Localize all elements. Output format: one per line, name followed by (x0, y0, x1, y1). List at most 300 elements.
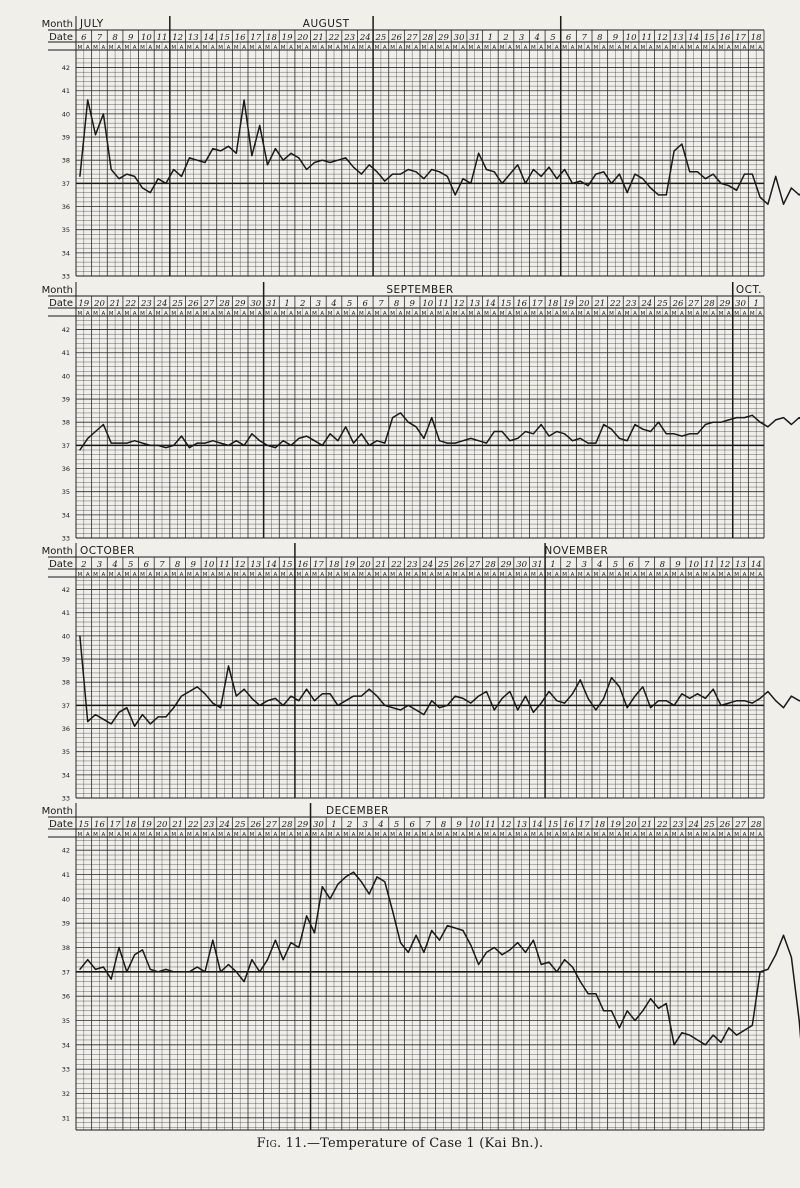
temperature-point (580, 679, 581, 680)
temperature-point (619, 174, 620, 175)
temperature-point (580, 180, 581, 181)
am-tick-label: M (515, 311, 521, 317)
pm-tick-label: A (164, 45, 168, 51)
date-tick-label: 22 (125, 299, 137, 309)
am-tick-label: M (77, 45, 83, 51)
date-tick-label: 10 (688, 560, 700, 570)
temperature-point (369, 164, 370, 165)
pm-tick-label: A (164, 311, 168, 317)
temperature-point (197, 442, 198, 443)
temperature-point (658, 194, 659, 195)
month-label: AUGUST (302, 18, 350, 30)
date-tick-label: 21 (641, 820, 653, 830)
pm-tick-label: A (664, 832, 669, 838)
pm-tick-label: A (367, 311, 372, 317)
temperature-point (283, 440, 284, 441)
temperature-point (275, 698, 276, 699)
pm-tick-label: A (117, 832, 121, 838)
temperature-point (298, 947, 299, 948)
temperature-point (267, 959, 268, 960)
pm-tick-label: A (117, 311, 121, 317)
temperature-point (423, 438, 424, 439)
date-tick-label: 6 (143, 560, 150, 570)
temperature-point (103, 719, 104, 720)
pm-tick-label: A (711, 311, 716, 317)
date-tick-label: 16 (516, 299, 528, 309)
date-tick-label: 12 (453, 299, 465, 309)
date-tick-label: 23 (140, 299, 152, 309)
am-tick-label: M (93, 45, 98, 51)
temperature-point (533, 712, 534, 713)
pm-tick-label: A (304, 832, 309, 838)
figure-caption (0, 1136, 800, 1151)
pm-tick-label: A (132, 832, 137, 838)
temperature-point (634, 424, 635, 425)
temperature-point (697, 693, 698, 694)
temperature-point (767, 969, 768, 970)
pm-tick-label: A (132, 45, 137, 51)
pm-tick-label: A (257, 45, 262, 51)
am-tick-label: M (734, 45, 740, 51)
am-tick-label: M (374, 832, 380, 838)
date-tick-label: 19 (140, 820, 152, 830)
date-tick-label: 18 (547, 299, 559, 309)
figure-label: Fig. 11. (256, 1136, 307, 1151)
am-tick-label: M (624, 311, 630, 317)
date-tick-label: 14 (688, 33, 700, 43)
pm-tick-label: A (148, 572, 153, 578)
date-tick-label: 15 (547, 820, 559, 830)
pm-tick-label: A (132, 572, 137, 578)
temperature-point (369, 893, 370, 894)
date-tick-label: 11 (641, 33, 653, 43)
pm-tick-label: A (601, 45, 606, 51)
temperature-point (595, 174, 596, 175)
temperature-point (376, 876, 377, 877)
temperature-point (376, 696, 377, 697)
y-tick-label: 33 (61, 534, 70, 543)
temperature-point (283, 705, 284, 706)
pm-tick-label: A (570, 45, 575, 51)
am-tick-label: M (577, 832, 583, 838)
y-tick-label: 40 (61, 632, 70, 641)
date-tick-label: 6 (362, 299, 368, 309)
date-tick-label: 13 (250, 560, 262, 570)
temperature-point (775, 176, 776, 177)
pm-tick-label: A (742, 311, 747, 317)
date-tick-label: 9 (190, 560, 196, 570)
date-tick-label: 28 (750, 820, 762, 830)
date-tick-label: 25 (172, 299, 184, 309)
temperature-point (400, 942, 401, 943)
am-tick-label: M (124, 311, 130, 317)
temperature-point (783, 935, 784, 936)
pm-tick-label: A (164, 832, 168, 838)
temperature-point (564, 169, 565, 170)
temperature-point (392, 417, 393, 418)
am-tick-label: M (546, 572, 552, 578)
temperature-point (369, 445, 370, 446)
am-tick-label: M (390, 45, 396, 51)
date-tick-label: 8 (597, 33, 603, 43)
date-tick-label: 23 (344, 33, 356, 43)
am-tick-label: M (249, 572, 255, 578)
temperature-point (705, 1044, 706, 1045)
temperature-point (775, 954, 776, 955)
temperature-point (329, 162, 330, 163)
date-tick-label: 20 (297, 33, 309, 43)
temperature-point (134, 954, 135, 955)
temperature-point (408, 169, 409, 170)
am-tick-label: M (108, 311, 114, 317)
date-tick-label: 19 (563, 299, 574, 309)
temperature-point (681, 436, 682, 437)
date-tick-label: 7 (425, 820, 431, 830)
pm-tick-label: A (648, 572, 653, 578)
date-tick-label: 21 (312, 33, 324, 43)
date-tick-label: 28 (484, 560, 496, 570)
date-tick-label: 24 (641, 299, 653, 309)
date-tick-label: 18 (750, 33, 762, 43)
temperature-point (353, 442, 354, 443)
date-tick-label: 3 (362, 820, 368, 830)
temperature-point (142, 442, 143, 443)
date-tick-label: 12 (172, 33, 184, 43)
date-tick-label: 16 (94, 820, 105, 830)
temperature-point (705, 424, 706, 425)
temperature-point (259, 125, 260, 126)
date-tick-label: 2 (503, 33, 509, 43)
temperature-series-line (80, 636, 800, 726)
temperature-point (189, 157, 190, 158)
pm-tick-label: A (445, 832, 450, 838)
temperature-point (658, 700, 659, 701)
am-tick-label: M (562, 45, 568, 51)
date-tick-label: 9 (128, 33, 134, 43)
temperature-point (384, 180, 385, 181)
temperature-point (259, 971, 260, 972)
pm-tick-label: A (648, 45, 653, 51)
temperature-point (181, 176, 182, 177)
temperature-point (650, 707, 651, 708)
am-tick-label: M (546, 832, 552, 838)
pm-tick-label: A (336, 572, 340, 578)
temperature-point (384, 705, 385, 706)
date-tick-label: 11 (156, 33, 168, 43)
date-tick-label: 23 (406, 560, 418, 570)
am-tick-label: M (452, 832, 458, 838)
temperature-point (603, 424, 604, 425)
pm-tick-label: A (461, 832, 465, 838)
date-tick-label: 19 (344, 560, 356, 570)
y-tick-label: 38 (61, 944, 70, 952)
pm-tick-label: A (445, 45, 450, 51)
pm-tick-label: A (476, 311, 481, 317)
temperature-point (681, 143, 682, 144)
y-tick-label: 39 (61, 133, 70, 142)
temperature-point (517, 164, 518, 165)
pm-tick-label: A (85, 45, 90, 51)
date-tick-label: 24 (359, 33, 371, 43)
am-tick-label: M (452, 45, 458, 51)
temperature-point (611, 677, 612, 678)
am-tick-label: M (155, 45, 161, 51)
date-tick-label: 25 (656, 299, 668, 309)
temperature-point (150, 723, 151, 724)
date-tick-label: 27 (688, 299, 700, 309)
am-tick-label: M (171, 45, 177, 51)
temperature-point (705, 178, 706, 179)
pm-tick-label: A (414, 832, 418, 838)
temperature-point (228, 665, 229, 666)
pm-tick-label: A (648, 311, 653, 317)
am-tick-label: M (140, 311, 145, 317)
date-tick-label: 22 (187, 820, 199, 830)
pm-tick-label: A (257, 311, 262, 317)
pm-tick-label: A (758, 45, 762, 51)
pm-tick-label: A (242, 832, 246, 838)
am-tick-label: M (296, 45, 302, 51)
temperature-point (415, 935, 416, 936)
pm-tick-label: A (445, 572, 450, 578)
temperature-point (462, 178, 463, 179)
am-tick-label: M (186, 45, 192, 51)
temperature-point (95, 969, 96, 970)
date-tick-label: 15 (281, 560, 293, 570)
date-tick-label: 9 (409, 299, 415, 309)
am-tick-label: M (77, 572, 83, 578)
temperature-point (267, 700, 268, 701)
temperature-point (494, 431, 495, 432)
am-tick-label: M (484, 311, 489, 317)
am-tick-label: M (233, 832, 239, 838)
pm-tick-label: A (289, 572, 293, 578)
temperature-point (783, 707, 784, 708)
temperature-point (337, 884, 338, 885)
pm-tick-label: A (633, 572, 637, 578)
am-tick-label: M (593, 572, 599, 578)
y-tick-label: 37 (61, 179, 70, 188)
temperature-point (689, 433, 690, 434)
temperature-point (744, 417, 745, 418)
temperature-point (650, 431, 651, 432)
temperature-point (713, 422, 714, 423)
am-tick-label: M (249, 832, 255, 838)
temperature-point (767, 691, 768, 692)
temperature-point (587, 185, 588, 186)
am-tick-label: M (202, 832, 208, 838)
am-tick-label: M (530, 572, 536, 578)
temperature-point (243, 981, 244, 982)
date-tick-label: 7 (96, 33, 103, 43)
temperature-point (525, 183, 526, 184)
temperature-point (752, 702, 753, 703)
y-tick-label: 36 (61, 992, 70, 1001)
am-tick-label: M (452, 311, 458, 317)
temperature-point (79, 176, 80, 177)
date-tick-label: 16 (297, 560, 309, 570)
date-tick-label: 26 (672, 299, 684, 309)
temperature-point (181, 436, 182, 437)
am-tick-label: M (155, 832, 161, 838)
date-tick-label: 2 (346, 820, 353, 830)
pm-tick-label: A (351, 832, 356, 838)
temperature-point (650, 998, 651, 999)
temperature-point (306, 689, 307, 690)
y-tick-label: 36 (61, 203, 70, 212)
am-tick-label: M (640, 832, 646, 838)
temperature-point (736, 417, 737, 418)
temperature-point (713, 174, 714, 175)
temperature-point (689, 1035, 690, 1036)
y-tick-label: 34 (61, 249, 70, 258)
am-tick-label: M (656, 311, 661, 317)
temperature-point (157, 178, 158, 179)
date-tick-label: 17 (250, 33, 262, 43)
am-tick-label: M (499, 572, 505, 578)
temperature-point (337, 160, 338, 161)
temperature-point (322, 886, 323, 887)
temperature-point (611, 183, 612, 184)
date-tick-label: 13 (469, 299, 481, 309)
am-tick-label: M (437, 832, 442, 838)
pm-tick-label: A (429, 311, 434, 317)
temperature-point (744, 1030, 745, 1031)
date-tick-label: 8 (440, 820, 447, 830)
temperature-point (759, 422, 760, 423)
pm-tick-label: A (320, 45, 325, 51)
am-tick-label: M (327, 311, 333, 317)
temperature-point (134, 176, 135, 177)
pm-tick-label: A (680, 45, 684, 51)
temperature-point (627, 1010, 628, 1011)
am-tick-label: M (749, 572, 755, 578)
y-tick-label: 36 (61, 725, 70, 734)
temperature-point (556, 431, 557, 432)
date-tick-label: 6 (409, 820, 415, 830)
temperature-point (329, 693, 330, 694)
am-tick-label: M (405, 311, 411, 317)
temperature-point (243, 445, 244, 446)
date-tick-label: 28 (219, 299, 230, 309)
am-tick-label: M (280, 832, 286, 838)
temperature-point (220, 971, 221, 972)
temperature-point (87, 438, 88, 439)
pm-tick-label: A (680, 311, 684, 317)
pm-tick-label: A (195, 572, 200, 578)
temperature-point (744, 700, 745, 701)
temperature-point (157, 716, 158, 717)
date-tick-label: 31 (266, 299, 277, 309)
temperature-point (564, 433, 565, 434)
date-tick-label: 30 (312, 820, 324, 830)
am-tick-label: M (687, 572, 693, 578)
y-tick-label: 38 (61, 678, 70, 687)
temperature-point (791, 696, 792, 697)
am-tick-label: M (186, 311, 192, 317)
temperature-point (470, 944, 471, 945)
am-tick-label: M (312, 572, 317, 578)
date-tick-label: 17 (109, 820, 121, 830)
temperature-point (173, 169, 174, 170)
temperature-point (95, 431, 96, 432)
y-tick-label: 32 (61, 1090, 70, 1098)
date-tick-label: 1 (487, 33, 494, 43)
date-tick-label: 5 (612, 560, 619, 570)
temperature-point (197, 686, 198, 687)
pm-tick-label: A (101, 45, 106, 51)
am-tick-label: M (437, 45, 442, 51)
y-tick-label: 34 (61, 1041, 70, 1050)
temperature-point (212, 440, 213, 441)
am-tick-label: M (280, 311, 286, 317)
date-tick-label: 12 (719, 560, 731, 570)
date-tick-label: 15 (500, 299, 512, 309)
pm-tick-label: A (351, 45, 356, 51)
temperature-point (587, 993, 588, 994)
date-tick-label: 17 (312, 560, 324, 570)
y-tick-label: 35 (61, 748, 70, 757)
temperature-point (290, 445, 291, 446)
temperature-point (118, 442, 119, 443)
date-tick-label: 7 (159, 560, 165, 570)
temperature-point (439, 171, 440, 172)
am-tick-label: M (640, 572, 646, 578)
pm-tick-label: A (476, 832, 481, 838)
temperature-point (470, 183, 471, 184)
date-tick-label: 26 (453, 560, 465, 570)
date-tick-label: 2 (565, 560, 572, 570)
y-tick-label: 34 (61, 771, 70, 780)
temperature-point (556, 178, 557, 179)
date-tick-label: 22 (328, 33, 340, 43)
temperature-point (478, 440, 479, 441)
am-tick-label: M (624, 832, 630, 838)
temperature-point (494, 709, 495, 710)
date-tick-label: 27 (203, 299, 215, 309)
am-tick-label: M (656, 572, 661, 578)
pm-tick-label: A (351, 572, 356, 578)
temperature-point (150, 969, 151, 970)
date-tick-label: 9 (675, 560, 681, 570)
am-tick-label: M (343, 572, 349, 578)
pm-tick-label: A (695, 311, 700, 317)
date-tick-label: 19 (610, 820, 621, 830)
temperature-point (494, 171, 495, 172)
temperature-point (556, 700, 557, 701)
date-tick-label: 2 (300, 299, 306, 309)
am-tick-label: M (624, 572, 630, 578)
am-tick-label: M (358, 832, 364, 838)
am-tick-label: M (327, 832, 333, 838)
pm-tick-label: A (210, 572, 215, 578)
temperature-point (791, 187, 792, 188)
temperature-point (431, 169, 432, 170)
date-tick-label: 1 (753, 299, 759, 309)
temperature-point (728, 702, 729, 703)
am-tick-label: M (312, 45, 317, 51)
pm-tick-label: A (461, 311, 465, 317)
date-tick-label: 13 (672, 33, 684, 43)
pm-tick-label: A (336, 311, 340, 317)
pm-tick-label: A (586, 572, 590, 578)
date-tick-label: 16 (563, 820, 574, 830)
pm-tick-label: A (726, 45, 731, 51)
temperature-point (548, 962, 549, 963)
temperature-point (165, 183, 166, 184)
temperature-point (548, 167, 549, 168)
am-tick-label: M (656, 45, 661, 51)
